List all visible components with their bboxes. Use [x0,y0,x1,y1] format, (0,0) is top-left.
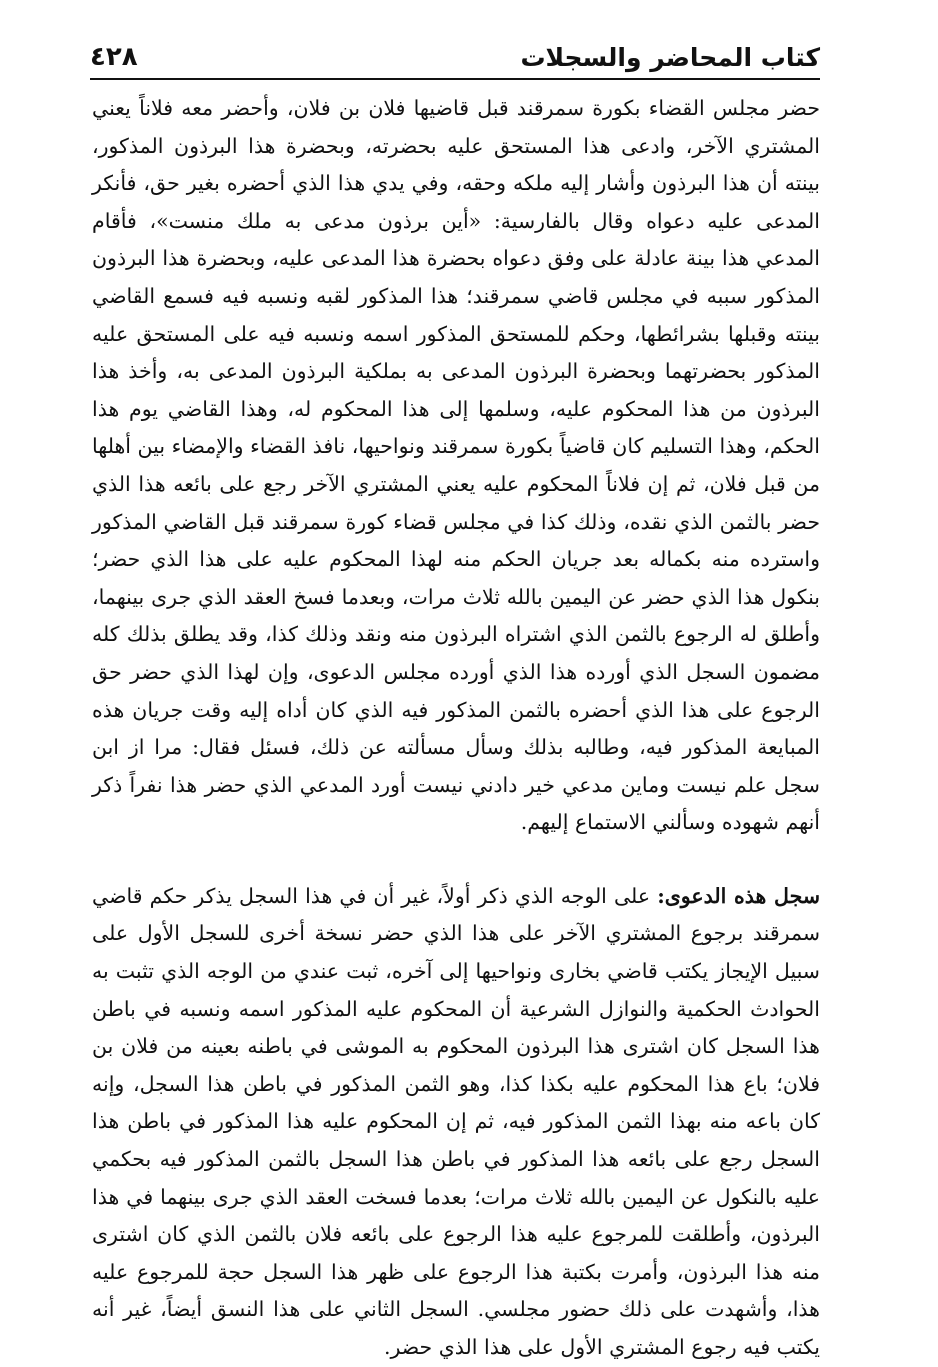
paragraph-gap [92,842,820,878]
body-text [92,90,820,1359]
page-number: ٤٢٨ [90,42,138,72]
paragraph-text: حضر مجلس القضاء بكورة سمرقند قبل قاضيها فلان بن فلان، وأحضر معه فلاناً يعني المشتري الآخر، وادعى هذا المستحق عليه بحضرته، وبحضرة هذا البرذون المذكور، بينته أن هذا البرذون وأشار إليه ملكه وحقه، وفي يدي هذا الذي أحضره بغير حق، فأنكر المدعى عليه دعواه وقال بالفارسية: «أين برذون مدعى به ملك منست»، فأقام المدعي هذا بينة عادلة على وفق دعواه بحضرة هذا المدعى عليه، وبحضرة هذا البرذون المذكور سببه في مجلس قاضي سمرقند؛ هذا المذكور لقبه ونسبه فيه فسمع القاضي بينته وقبلها بشرائطها، وحكم للمستحق المذكور اسمه ونسبه فيه على المستحق عليه المذكور بحضرتهما وبحضرة البرذون المدعى به بملكية البرذون المدعى به، وأخذ هذا البرذون من هذا المحكوم عليه، وسلمها إلى هذا المحكوم له، وهذا القاضي يوم هذا الحكم، وهذا التسليم كان قاضياً بكورة سمرقند ونواحيها، نافذ القضاء والإمضاء بين أهلها من قبل فلان، ثم إن فلاناً المحكوم عليه يعني المشتري الآخر رجع على بائعه هذا الذي حضر بالثمن الذي نقده، وذلك كذا في مجلس قضاء كورة سمرقند قبل القاضي المذكور واسترده منه بكماله بعد جريان الحكم منه لهذا المحكوم عليه على هذا الذي حضر؛ بنكول هذا الذي حضر عن اليمين بالله ثلاث مرات، وبعدما فسخ العقد الذي جرى بينهما، وأطلق له الرجوع بالثمن الذي اشتراه البرذون منه ونقد وذلك كذا، وقد يطلق بذلك كله مضمون السجل الذي أورده هذا الذي أورده مجلس الدعوى، وإن لهذا الذي حضر حق الرجوع على هذا الذي أحضره بالثمن المذكور فيه الذي كان أداه إليه وقت جريان هذه المبايعة المذكور فيه، وطالبه بذلك وسأل مسألته عن ذلك، فسئل فقال: مرا از ابن سجل علم نيست وماين مدعي خير دادني نيست أورد المدعي الذي حضر هذا نفراً ذكر أنهم شهوده وسألني الاستماع إليهم. [92,96,820,835]
paragraph-record [92,878,820,1367]
running-title: كتاب المحاضر والسجلات [520,42,820,72]
page-header [90,36,820,80]
paragraph-claim [92,90,820,842]
paragraph-text: على الوجه الذي ذكر أولاً، غير أن في هذا السجل يذكر حكم قاضي سمرقند برجوع المشتري الآخر على هذا الذي حضر نسخة أخرى للسجل الأول على سبيل الإيجاز يكتب قاضي بخارى ونواحيها إلى آخره، ثبت عندي من الوجه الذي تثبت به الحوادث الحكمية والنوازل الشرعية أن المحكوم عليه المذكور اسمه ونسبه في باطن هذا السجل كان اشترى هذا البرذون المحكوم به الموشى في باطنه بعينه من فلان بن فلان؛ باع هذا المحكوم عليه بكذا كذا، وهو الثمن المذكور في باطن هذا السجل، وإنه كان باعه منه بهذا الثمن المذكور فيه، ثم إن المحكوم عليه هذا المذكور في باطن هذا السجل رجع على بائعه هذا المذكور في باطن هذا السجل بالثمن المذكور فيه بحكمي عليه بالنكول عن اليمين بالله ثلاث مرات؛ بعدما فسخت العقد الذي جرى بينهما في هذا البرذون، وأطلقت للمرجوع عليه هذا الرجوع على بائعه فلان بالثمن الذي كان اشترى منه هذا البرذون، وأمرت بكتبة هذا الرجوع على ظهر هذا السجل حجة للمرجوع عليه هذا، وأشهدت على ذلك حضور مجلسي. السجل الثاني على هذا النسق أيضاً، غير أنه يكتب فيه رجوع المشتري الأول على هذا الذي حضر. [92,883,820,1359]
paragraph-lead: سجل هذه الدعوى: [657,883,820,908]
